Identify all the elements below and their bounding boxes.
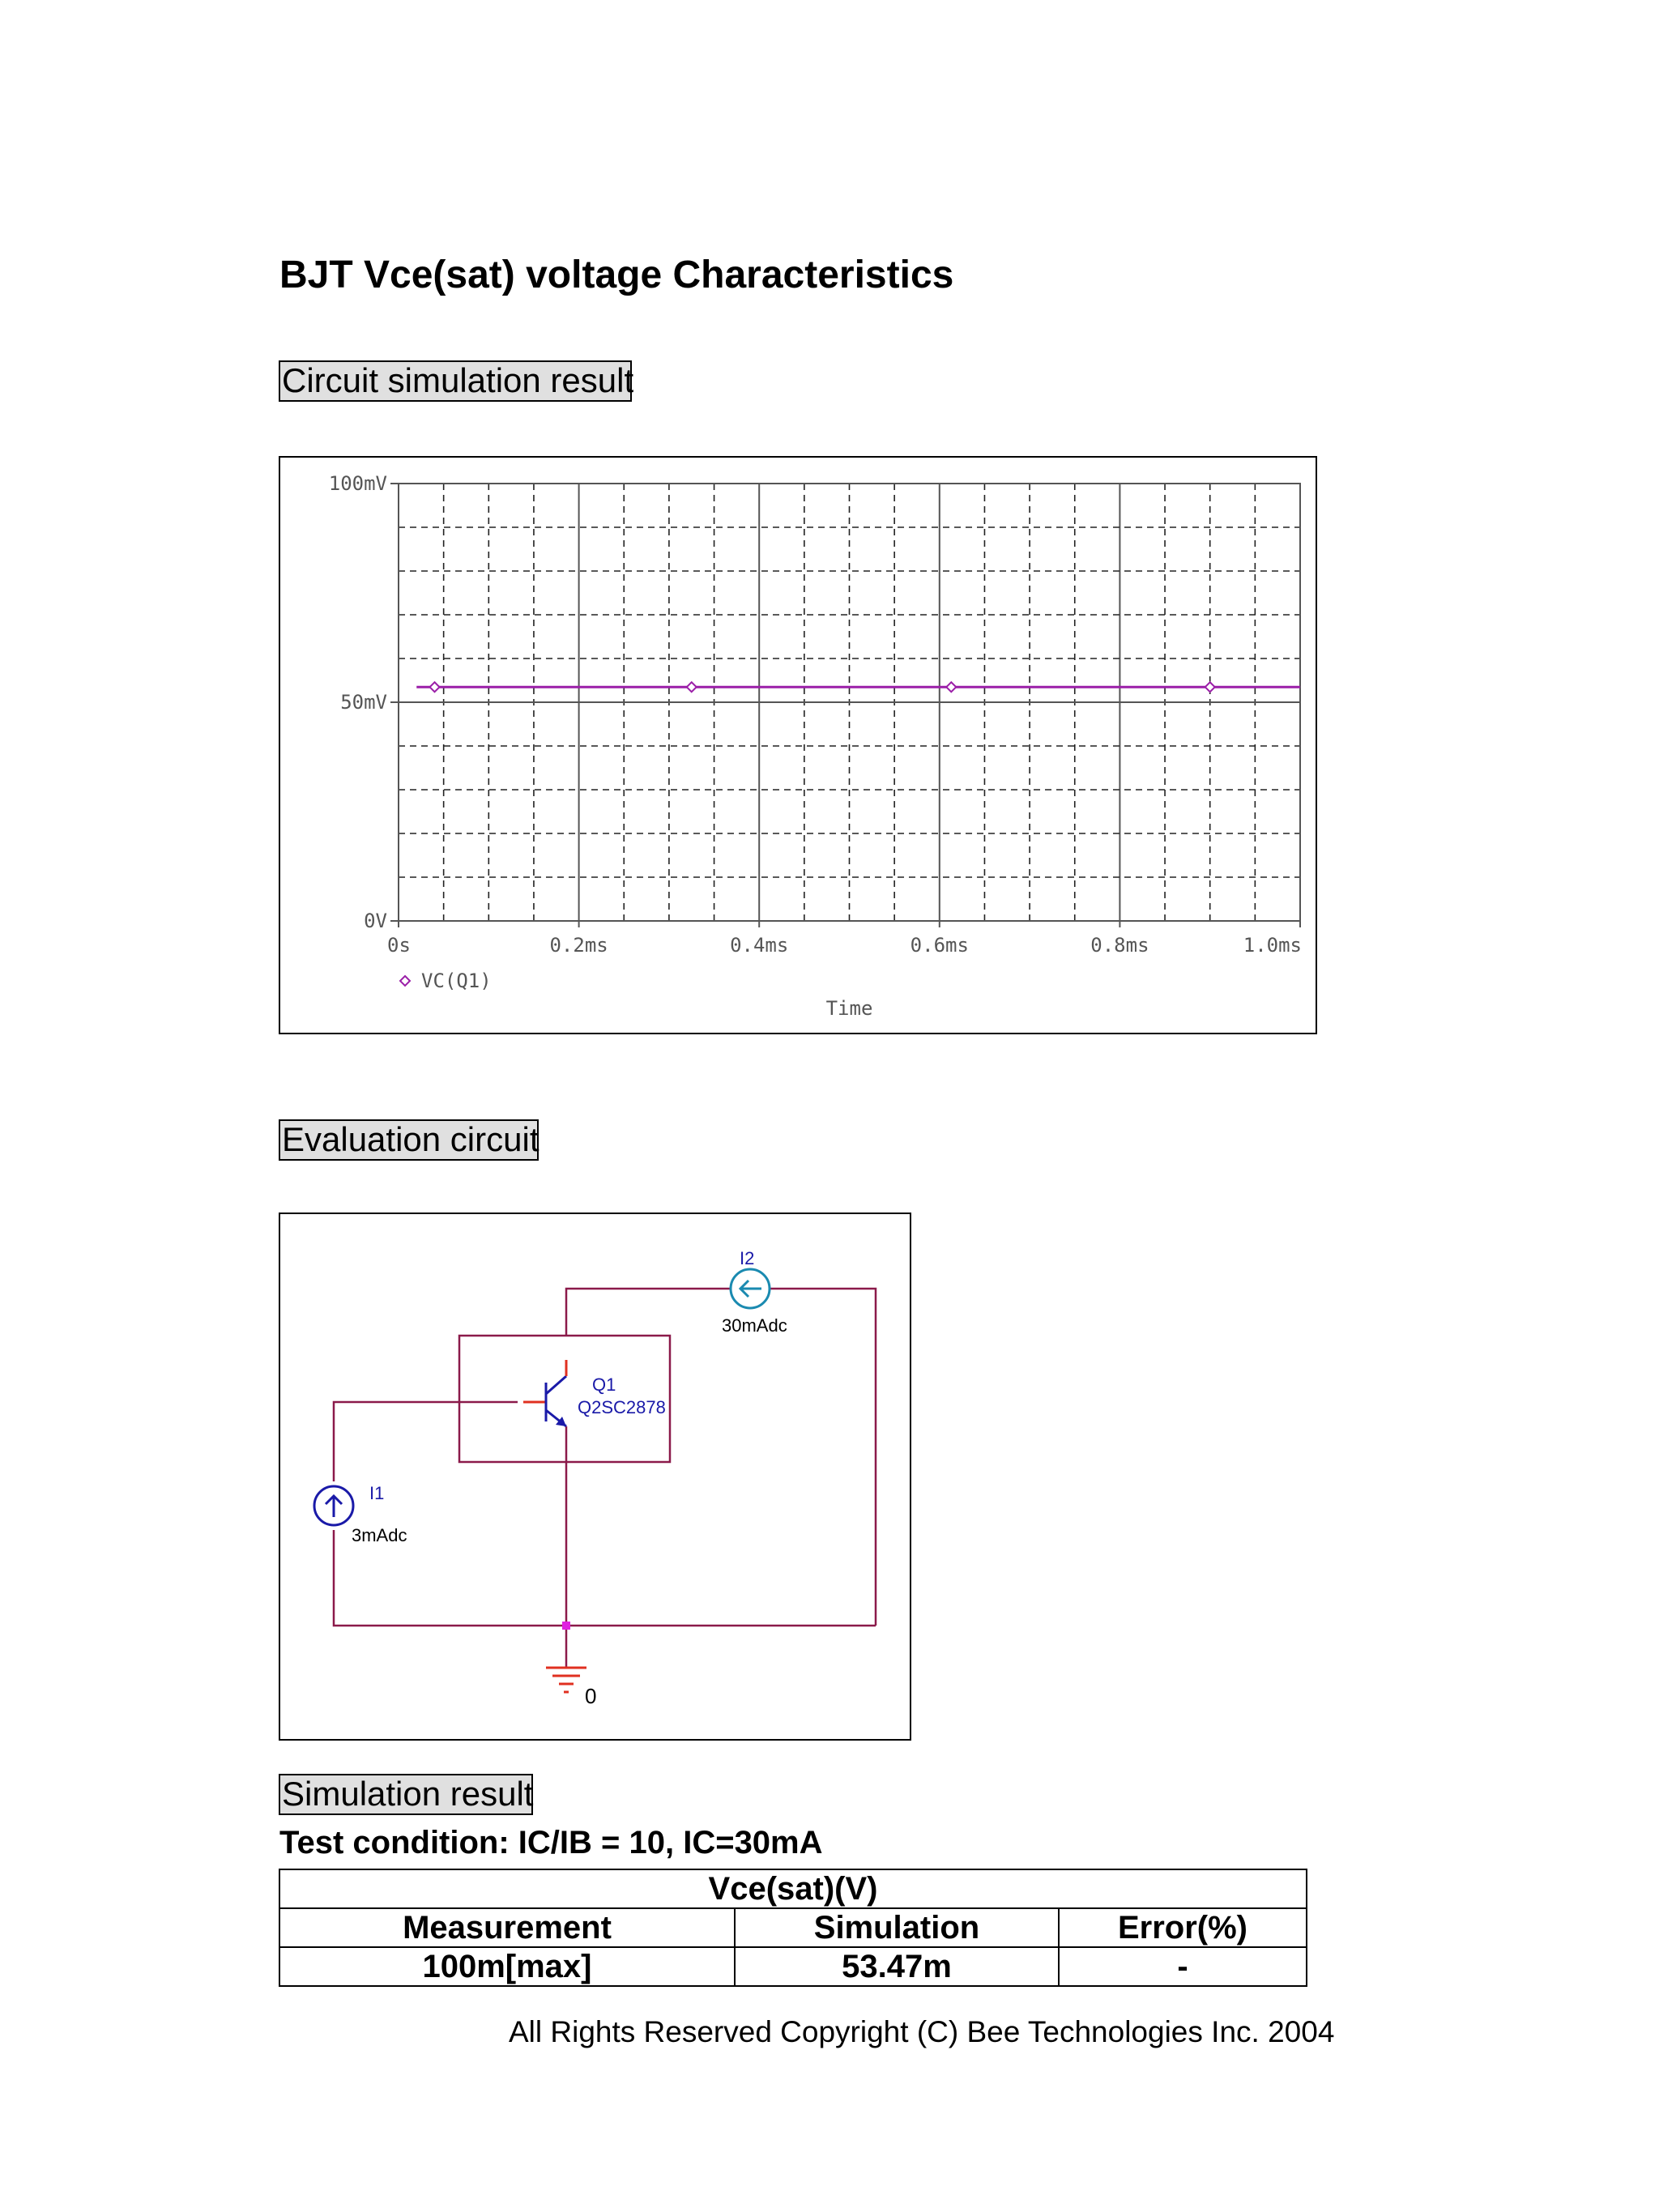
section-heading-circuit-simulation: Circuit simulation result xyxy=(279,360,632,402)
series-marker xyxy=(687,682,697,692)
result-table xyxy=(279,1869,1307,1987)
x-tick-label: 0.2ms xyxy=(549,934,608,957)
series-marker xyxy=(1205,682,1215,692)
cell-simulation: 53.47m xyxy=(735,1947,1059,1986)
test-condition: Test condition: IC/IB = 10, IC=30mA xyxy=(279,1825,823,1860)
y-tick-label: 50mV xyxy=(340,691,387,714)
q1-model: Q2SC2878 xyxy=(578,1397,666,1417)
x-tick-label: 0.8ms xyxy=(1090,934,1149,957)
column-header-measurement: Measurement xyxy=(279,1908,735,1947)
cell-error: - xyxy=(1059,1947,1307,1986)
copyright-notice: All Rights Reserved Copyright (C) Bee Technologies Inc. 2004 xyxy=(509,2015,1335,2048)
ground-label: 0 xyxy=(585,1684,597,1708)
x-tick-label: 0s xyxy=(387,934,411,957)
wire-bottom xyxy=(334,1530,876,1626)
wire-base xyxy=(334,1402,518,1481)
series-marker xyxy=(430,682,440,692)
wire-top xyxy=(566,1289,876,1626)
x-tick-label: 0.6ms xyxy=(910,934,969,957)
i1-name: I1 xyxy=(369,1483,385,1503)
table-header: Vce(sat)(V) xyxy=(279,1869,1307,1908)
section-heading-evaluation-circuit: Evaluation circuit xyxy=(279,1119,539,1161)
simulation-chart xyxy=(279,456,1317,1034)
column-header-error: Error(%) xyxy=(1059,1908,1307,1947)
page-title: BJT Vce(sat) voltage Characteristics xyxy=(279,254,954,296)
i2-value: 30mAdc xyxy=(722,1315,787,1336)
evaluation-circuit xyxy=(279,1213,911,1741)
legend-marker xyxy=(400,976,410,986)
q1-transistor-icon xyxy=(523,1360,566,1426)
junction-dot xyxy=(562,1622,570,1630)
q1-name: Q1 xyxy=(592,1375,616,1395)
x-tick-label: 1.0ms xyxy=(1243,934,1302,957)
ground-icon xyxy=(546,1668,586,1692)
section-heading-simulation-result: Simulation result xyxy=(279,1774,533,1815)
circuit-schematic xyxy=(280,1214,910,1739)
i1-value: 3mAdc xyxy=(352,1525,407,1545)
y-tick-label: 100mV xyxy=(328,472,387,495)
chart-canvas xyxy=(280,458,1316,1033)
i2-name: I2 xyxy=(740,1248,755,1268)
x-tick-label: 0.4ms xyxy=(730,934,789,957)
column-header-simulation: Simulation xyxy=(735,1908,1059,1947)
x-axis-label: Time xyxy=(825,997,873,1020)
y-tick-label: 0V xyxy=(364,910,387,932)
cell-measurement: 100m[max] xyxy=(279,1947,735,1986)
i1-current-source-icon xyxy=(314,1486,353,1525)
series-marker xyxy=(946,682,956,692)
i2-current-source-icon xyxy=(731,1269,770,1308)
legend-label: VC(Q1) xyxy=(421,970,492,992)
